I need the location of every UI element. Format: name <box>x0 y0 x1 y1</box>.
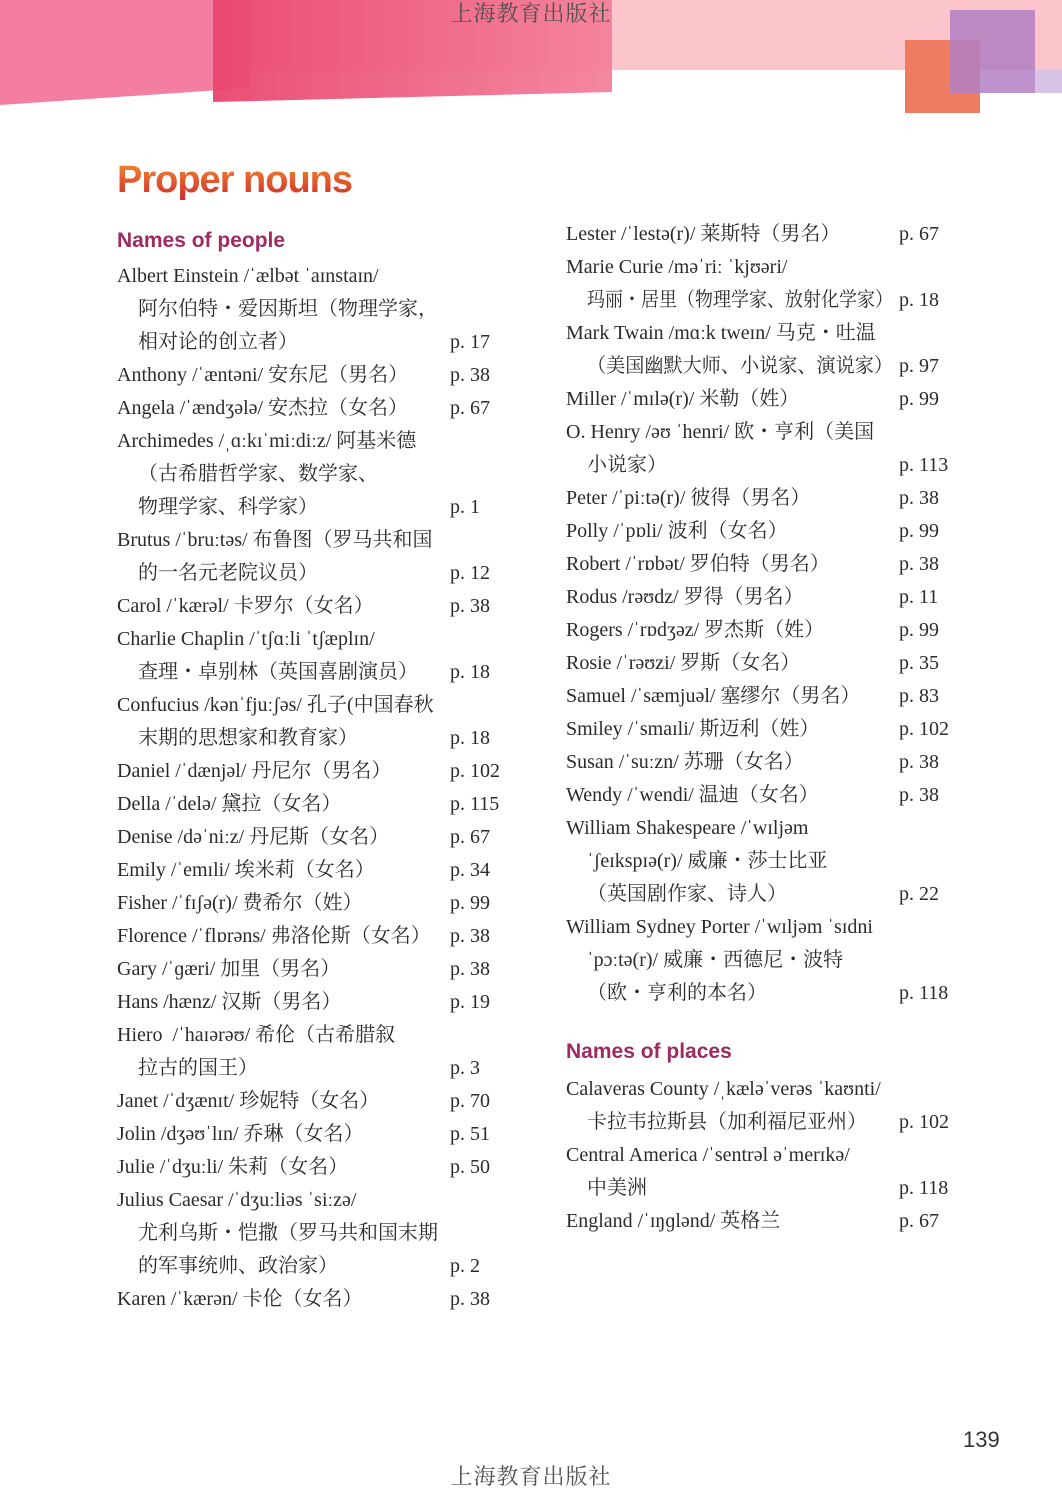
entry-text: William Sydney Porter /ˈwɪljəm ˈsɪdni <box>566 916 873 938</box>
page-reference: p. 22 <box>899 883 939 905</box>
glossary-entry <box>117 524 557 590</box>
glossary-entry <box>117 1184 557 1283</box>
glossary-entry <box>566 317 1006 383</box>
entry-headword-line <box>566 614 1006 647</box>
entry-continuation-line <box>566 350 1006 383</box>
section-heading-places: Names of places <box>566 1040 732 1063</box>
entry-text: Smiley /ˈsmaɪli/ 斯迈利（姓） <box>566 718 820 740</box>
entry-continuation-line <box>117 293 557 326</box>
glossary-entry <box>117 425 557 524</box>
glossary-entry <box>117 590 557 623</box>
entry-continuation-line <box>117 326 557 359</box>
glossary-entry <box>566 383 1006 416</box>
glossary-entry <box>117 920 557 953</box>
page-reference: p. 3 <box>450 1057 480 1079</box>
entry-text: 查理・卓别林（英国喜剧演员） <box>138 661 418 683</box>
entry-headword-line <box>117 1151 557 1184</box>
entry-text: Hans /hænz/ 汉斯（男名） <box>117 991 342 1013</box>
entry-continuation-line <box>117 1217 557 1250</box>
entry-headword-line <box>566 515 1006 548</box>
entry-text: Julius Caesar /ˈdʒuːliəs ˈsiːzə/ <box>117 1189 357 1211</box>
glossary-entry <box>566 515 1006 548</box>
glossary-entry <box>566 548 1006 581</box>
glossary-entry <box>117 788 557 821</box>
page-reference: p. 19 <box>450 991 490 1013</box>
entry-continuation-line <box>117 656 557 689</box>
entry-text: 的军事统帅、政治家） <box>138 1255 338 1277</box>
glossary-entry <box>566 1205 1006 1238</box>
glossary-entry <box>566 911 1006 1010</box>
entry-headword-line <box>117 887 557 920</box>
page-reference: p. 38 <box>899 487 939 509</box>
entry-continuation-line <box>117 458 557 491</box>
entry-text: Lester /ˈlestə(r)/ 莱斯特（男名） <box>566 223 841 245</box>
entry-headword-line <box>117 953 557 986</box>
glossary-entry <box>566 812 1006 911</box>
entry-continuation-line <box>566 944 1006 977</box>
entry-headword-line <box>566 416 1006 449</box>
places-list <box>566 1073 1006 1238</box>
people-list-right <box>566 218 1006 1010</box>
entry-text: ˈpɔːtə(r)/ 威廉・西德尼・波特 <box>587 949 844 971</box>
page-reference: p. 97 <box>899 355 939 377</box>
glossary-entry <box>566 647 1006 680</box>
entry-text: Rogers /ˈrɒdʒəz/ 罗杰斯（姓） <box>566 619 825 641</box>
page-reference: p. 67 <box>899 223 939 245</box>
publisher-footer: 上海教育出版社 <box>450 1465 612 1490</box>
entry-text: Polly /ˈpɒli/ 波利（女名） <box>566 520 788 542</box>
entry-text: 末期的思想家和教育家） <box>138 727 358 749</box>
glossary-entry <box>117 359 557 392</box>
entry-text: Confucius /kənˈfjuːʃəs/ 孔子(中国春秋 <box>117 694 434 716</box>
page-reference: p. 70 <box>450 1090 490 1112</box>
entry-text: Florence /ˈflɒrəns/ 弗洛伦斯（女名） <box>117 925 431 947</box>
entry-text: 中美洲 <box>587 1177 647 1199</box>
page-reference: p. 18 <box>450 661 490 683</box>
page-reference: p. 2 <box>450 1255 480 1277</box>
page-reference: p. 99 <box>899 388 939 410</box>
glossary-entry <box>117 986 557 1019</box>
entry-text: Denise /dəˈniːz/ 丹尼斯（女名） <box>117 826 390 848</box>
entry-text: （英国剧作家、诗人） <box>587 883 787 905</box>
entry-headword-line <box>566 383 1006 416</box>
page-reference: p. 38 <box>899 784 939 806</box>
entry-text: Gary /ˈɡæri/ 加里（男名） <box>117 958 341 980</box>
glossary-entry <box>117 623 557 689</box>
entry-headword-line <box>117 920 557 953</box>
entry-text: Albert Einstein /ˈælbət ˈaɪnstaɪn/ <box>117 265 379 287</box>
entry-text: ˈʃeɪkspɪə(r)/ 威廉・莎士比亚 <box>587 850 828 872</box>
entry-text: Janet /ˈdʒænɪt/ 珍妮特（女名） <box>117 1090 380 1112</box>
glossary-entry <box>117 689 557 755</box>
entry-text: Central America /ˈsentrəl əˈmerɪkə/ <box>566 1144 850 1166</box>
entry-headword-line <box>117 986 557 1019</box>
entry-text: Susan /ˈsuːzn/ 苏珊（女名） <box>566 751 804 773</box>
entry-headword-line <box>566 1205 1006 1238</box>
entry-headword-line <box>117 1283 557 1316</box>
entry-text: O. Henry /əʊ ˈhenri/ 欧・亨利（美国 <box>566 421 875 443</box>
entry-text: 的一名元老院议员） <box>138 562 318 584</box>
entry-continuation-line <box>566 1172 1006 1205</box>
entry-headword-line <box>117 821 557 854</box>
page-reference: p. 38 <box>899 553 939 575</box>
glossary-entry <box>117 821 557 854</box>
entry-headword-line <box>566 317 1006 350</box>
entry-text: Karen /ˈkærən/ 卡伦（女名） <box>117 1288 363 1310</box>
entry-headword-line <box>117 425 557 458</box>
entry-text: Charlie Chaplin /ˈtʃɑːli ˈtʃæplɪn/ <box>117 628 375 650</box>
entry-text: Fisher /ˈfɪʃə(r)/ 费希尔（姓） <box>117 892 363 914</box>
lavender-strip <box>1035 70 1062 93</box>
glossary-entry <box>566 779 1006 812</box>
page-reference: p. 83 <box>899 685 939 707</box>
page-reference: p. 38 <box>450 364 490 386</box>
entry-text: Anthony /ˈæntəni/ 安东尼（男名） <box>117 364 409 386</box>
entry-text: Hiero /ˈhaɪərəʊ/ 希伦（古希腊叙 <box>117 1024 396 1046</box>
glossary-entry <box>117 953 557 986</box>
entry-headword-line <box>117 590 557 623</box>
entry-text: Samuel /ˈsæmjuəl/ 塞缪尔（男名） <box>566 685 861 707</box>
page-reference: p. 67 <box>450 397 490 419</box>
entry-text: England /ˈɪŋɡlənd/ 英格兰 <box>566 1210 781 1232</box>
glossary-entry <box>117 260 557 359</box>
left-column <box>117 225 557 1316</box>
section-heading-people: Names of people <box>117 229 286 252</box>
entry-continuation-line <box>566 284 1006 317</box>
glossary-entry <box>117 392 557 425</box>
page-reference: p. 38 <box>899 751 939 773</box>
glossary-entry <box>117 1085 557 1118</box>
entry-headword-line <box>117 689 557 722</box>
entry-text: Rosie /ˈrəʊzi/ 罗斯（女名） <box>566 652 801 674</box>
entry-text: Carol /ˈkærəl/ 卡罗尔（女名） <box>117 595 374 617</box>
entry-text: （欧・亨利的本名） <box>587 982 767 1004</box>
page-reference: p. 118 <box>899 1177 949 1199</box>
entry-headword-line <box>566 779 1006 812</box>
entry-continuation-line <box>117 491 557 524</box>
page-reference: p. 1 <box>450 496 480 518</box>
entry-text: Mark Twain /mɑːk tweɪn/ 马克・吐温 <box>566 322 876 344</box>
page-reference: p. 38 <box>450 958 490 980</box>
people-list-left <box>117 260 557 1316</box>
right-column <box>566 218 1006 1238</box>
entry-headword-line <box>566 911 1006 944</box>
glossary-entry <box>117 1118 557 1151</box>
glossary-entry <box>117 854 557 887</box>
entry-headword-line <box>566 1139 1006 1172</box>
entry-text: Wendy /ˈwendi/ 温迪（女名） <box>566 784 819 806</box>
entry-text: 卡拉韦拉斯县（加利福尼亚州） <box>587 1111 867 1133</box>
entry-text: Peter /ˈpiːtə(r)/ 彼得（男名） <box>566 487 811 509</box>
page-reference: p. 99 <box>899 520 939 542</box>
page-reference: p. 102 <box>899 718 949 740</box>
entry-text: Rodus /rəʊdz/ 罗得（男名） <box>566 586 804 608</box>
entry-headword-line <box>117 854 557 887</box>
entry-continuation-line <box>117 557 557 590</box>
page-reference: p. 38 <box>450 595 490 617</box>
entry-continuation-line <box>566 977 1006 1010</box>
entry-text: Daniel /ˈdænjəl/ 丹尼尔（男名） <box>117 760 392 782</box>
entry-headword-line <box>566 647 1006 680</box>
page-reference: p. 18 <box>450 727 490 749</box>
page-reference: p. 38 <box>450 1288 490 1310</box>
entry-headword-line <box>566 1073 1006 1106</box>
publisher-header: 上海教育出版社 <box>450 2 612 27</box>
page-reference: p. 99 <box>450 892 490 914</box>
page-number: 139 <box>963 1427 1000 1452</box>
entry-text: Angela /ˈændʒələ/ 安杰拉（女名） <box>117 397 409 419</box>
page-reference: p. 17 <box>450 331 490 353</box>
entry-text: Jolin /dʒəʊˈlɪn/ 乔琳（女名） <box>117 1123 364 1145</box>
glossary-entry <box>566 1139 1006 1205</box>
entry-text: Miller /ˈmɪlə(r)/ 米勒（姓） <box>566 388 800 410</box>
entry-headword-line <box>117 392 557 425</box>
entry-text: Brutus /ˈbruːtəs/ 布鲁图（罗马共和国 <box>117 529 433 551</box>
page-reference: p. 51 <box>450 1123 490 1145</box>
entry-headword-line <box>117 1019 557 1052</box>
glossary-entry <box>117 887 557 920</box>
page-reference: p. 11 <box>899 586 939 608</box>
glossary-entry <box>117 755 557 788</box>
entry-headword-line <box>117 788 557 821</box>
entry-headword-line <box>117 524 557 557</box>
page-reference: p. 50 <box>450 1156 490 1178</box>
entry-text: 相对论的创立者） <box>138 331 298 353</box>
entry-text: William Shakespeare /ˈwɪljəm <box>566 817 809 839</box>
entry-text: 小说家） <box>587 454 667 476</box>
entry-continuation-line <box>117 1250 557 1283</box>
entry-headword-line <box>117 359 557 392</box>
entry-headword-line <box>117 1085 557 1118</box>
glossary-entry <box>566 746 1006 779</box>
page-reference: p. 35 <box>899 652 939 674</box>
entry-headword-line <box>566 812 1006 845</box>
entry-continuation-line <box>566 1106 1006 1139</box>
glossary-entry <box>117 1283 557 1316</box>
entry-headword-line <box>117 1118 557 1151</box>
entry-continuation-line <box>566 449 1006 482</box>
page-reference: p. 113 <box>899 454 949 476</box>
page-reference: p. 102 <box>450 760 500 782</box>
entry-continuation-line <box>117 1052 557 1085</box>
glossary-entry <box>117 1151 557 1184</box>
page-reference: p. 18 <box>899 289 939 311</box>
entry-text: Della /ˈdelə/ 黛拉（女名） <box>117 793 342 815</box>
page-reference: p. 38 <box>450 925 490 947</box>
glossary-entry <box>566 680 1006 713</box>
page-reference: p. 12 <box>450 562 490 584</box>
glossary-entry <box>566 1073 1006 1139</box>
page-title: Proper nouns <box>117 155 352 205</box>
entry-headword-line <box>566 251 1006 284</box>
entry-text: Julie /ˈdʒuːli/ 朱莉（女名） <box>117 1156 349 1178</box>
page-reference: p. 118 <box>899 982 949 1004</box>
entry-text: Calaveras County /ˌkæləˈverəs ˈkaʊnti/ <box>566 1078 881 1100</box>
entry-headword-line <box>117 260 557 293</box>
glossary-entry <box>566 416 1006 482</box>
entry-continuation-line <box>566 845 1006 878</box>
entry-text: Archimedes /ˌɑːkɪˈmiːdiːz/ 阿基米德 <box>117 430 417 452</box>
entry-text: Emily /ˈemɪli/ 埃米莉（女名） <box>117 859 375 881</box>
page-reference: p. 67 <box>450 826 490 848</box>
page-reference: p. 102 <box>899 1111 949 1133</box>
entry-headword-line <box>117 755 557 788</box>
entry-text: （古希腊哲学家、数学家、 <box>138 463 378 485</box>
entry-headword-line <box>566 680 1006 713</box>
glossary-entry <box>117 1019 557 1085</box>
glossary-entry <box>566 581 1006 614</box>
entry-text: 物理学家、科学家） <box>138 496 318 518</box>
glossary-entry <box>566 251 1006 317</box>
entry-text: （美国幽默大师、小说家、演说家） <box>587 355 893 377</box>
glossary-entry <box>566 482 1006 515</box>
entry-text: 尤利乌斯・恺撒（罗马共和国末期 <box>138 1222 438 1244</box>
entry-headword-line <box>566 581 1006 614</box>
entry-headword-line <box>566 713 1006 746</box>
glossary-entry <box>566 713 1006 746</box>
entry-headword-line <box>566 482 1006 515</box>
entry-headword-line <box>566 548 1006 581</box>
glossary-entry <box>566 614 1006 647</box>
entry-continuation-line <box>566 878 1006 911</box>
entry-headword-line <box>566 218 1006 251</box>
page-reference: p. 115 <box>450 793 500 815</box>
entry-text: 玛丽・居里（物理学家、放射化学家） <box>587 289 893 311</box>
entry-text: 拉古的国王） <box>138 1057 258 1079</box>
entry-text: 阿尔伯特・爱因斯坦（物理学家， <box>138 298 438 320</box>
page-reference: p. 99 <box>899 619 939 641</box>
page-reference: p. 34 <box>450 859 490 881</box>
glossary-entry <box>566 218 1006 251</box>
entry-continuation-line <box>117 722 557 755</box>
entry-headword-line <box>566 746 1006 779</box>
entry-text: Marie Curie /məˈriː ˈkjʊəri/ <box>566 256 788 278</box>
entry-text: Robert /ˈrɒbət/ 罗伯特（男名） <box>566 553 830 575</box>
entry-headword-line <box>117 1184 557 1217</box>
page-reference: p. 67 <box>899 1210 939 1232</box>
entry-headword-line <box>117 623 557 656</box>
